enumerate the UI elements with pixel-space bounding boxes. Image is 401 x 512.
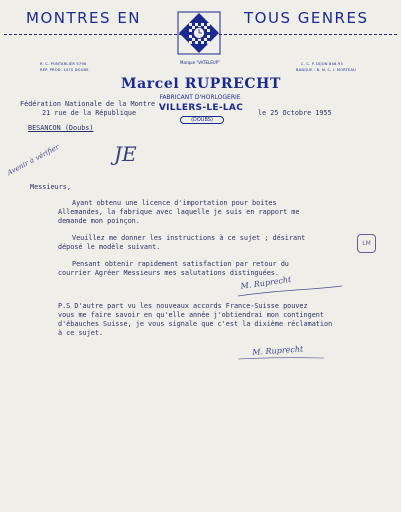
body-line-6: Pensant obtenir rapidement satisfaction par retour du (72, 260, 289, 268)
company-department: (DOUBS) (180, 116, 224, 124)
bank-line-2: BANQUE : B. N. C. I. MORTEAU (296, 68, 357, 72)
handwritten-margin-note: Avenir à vérifier (6, 143, 61, 178)
body-line-5: déposé le modèle suivant. (58, 243, 161, 251)
letter-date: le 25 Octobre 1955 (258, 109, 332, 117)
postscript-line-4: à ce sujet. (58, 329, 104, 337)
signature-2: M. Ruprecht (252, 344, 304, 357)
signature-2-underline-icon (236, 354, 326, 362)
handwritten-initials: JE (114, 142, 137, 166)
brand-mark: Marque "VATELEUP" (180, 60, 220, 65)
recipient-line-1: Fédération Nationale de la Montre (20, 100, 156, 108)
registration-line-1: R. C. PONTARLIER 5796 (40, 62, 87, 66)
company-name: Marcel RUPRECHT (120, 76, 282, 92)
salutation: Messieurs, (30, 183, 71, 191)
body-line-3: demande mon poinçon. (58, 217, 140, 225)
letterhead-left-word: MONTRES EN (26, 9, 142, 27)
recipient-city: BESANCON (Doubs) (28, 124, 94, 132)
body-line-2: Allemandes, la fabrique avec laquelle je suis en rapport me (58, 208, 300, 216)
clock-logo-icon (176, 10, 222, 56)
body-line-1: Ayant obtenu une licence d'importation pour boites (72, 199, 277, 207)
recipient-line-2: 21 rue de la République (42, 109, 137, 117)
company-town: VILLERS-LE-LAC (158, 103, 244, 113)
body-line-7: courrier Agréer Messieurs mes salutations distinguées. (58, 269, 279, 277)
body-line-4: Veuillez me donner les instructions à ce sujet ; désirant (72, 234, 306, 242)
company-subtitle: FABRICANT D'HORLOGERIE (159, 94, 241, 101)
letterhead-right-word: TOUS GENRES (244, 9, 369, 27)
postscript-line-2: vous me faire savoir en qu'elle année j'obtiendrai mon contingent (58, 311, 324, 319)
postscript-line-1: P.S D'autre part vu les nouveaux accords France-Suisse pouvez (58, 302, 308, 310)
handwritten-stamp: LM (357, 234, 376, 253)
postscript-line-3: d'ébauches Suisse, je vous signale que c'est la dixième réclamation (58, 320, 333, 328)
bank-line-1: C. C. P. DIJON 846.93 (301, 62, 343, 66)
signature-1: M. Ruprecht (240, 274, 292, 291)
registration-line-2: REP. PROD. 1070 DOUBS (40, 68, 89, 72)
signature-underline-icon (236, 283, 344, 299)
